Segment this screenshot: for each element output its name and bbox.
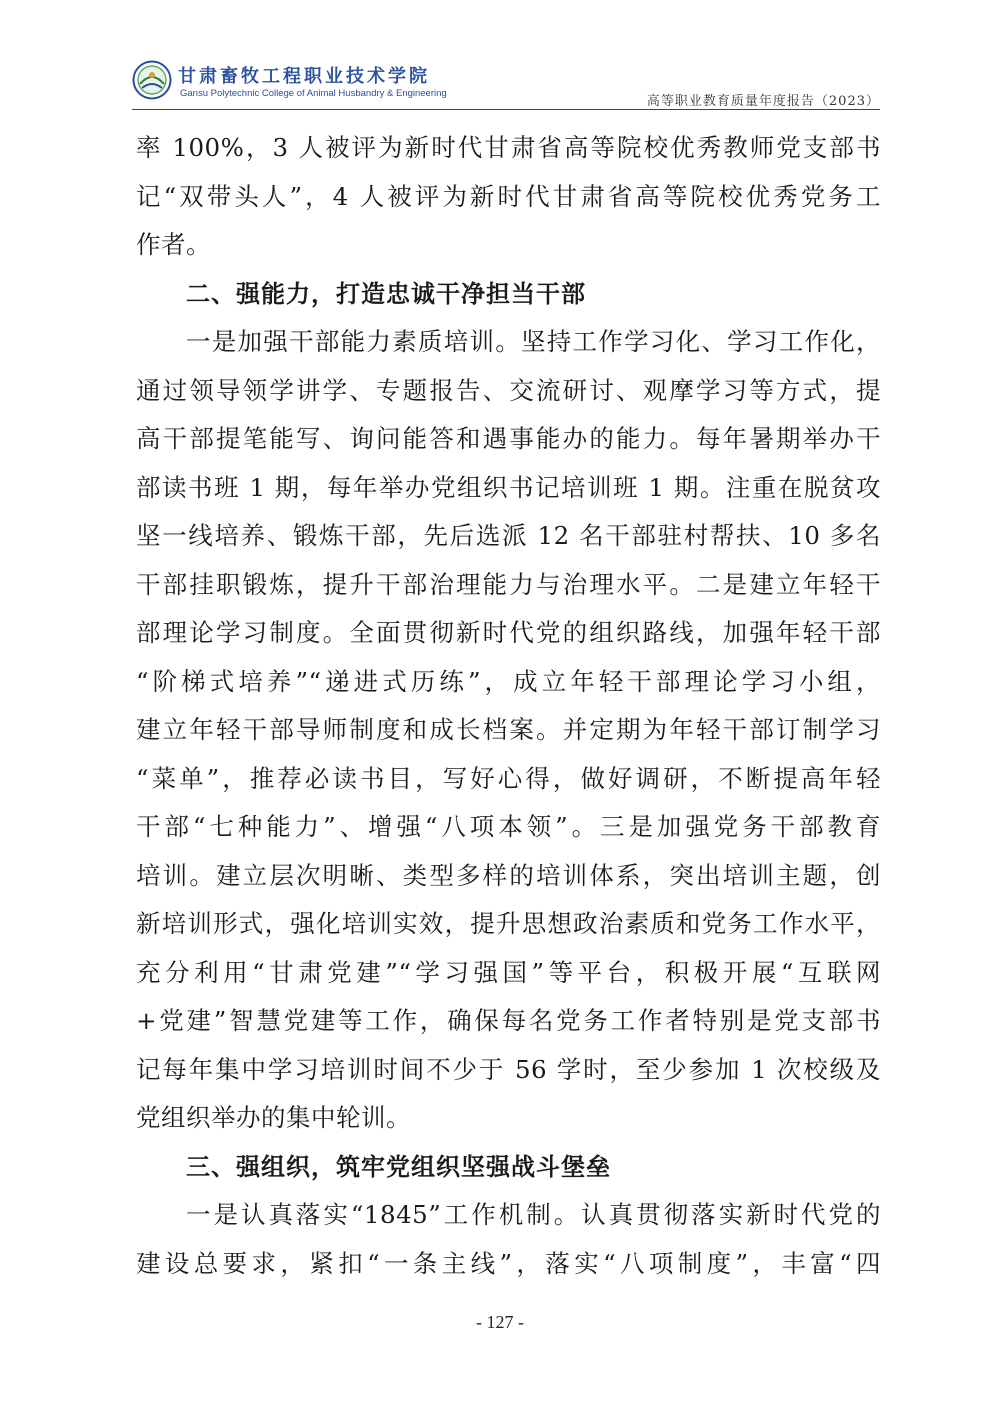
school-name-en: Gansu Polytechnic College of Animal Husbandry & Engineering <box>180 88 447 99</box>
section-heading: 二、强能力，打造忠诚干净担当干部 <box>186 279 586 308</box>
text-line: 作者。 <box>136 230 211 259</box>
text-line: 记“双带头人”，4 人被评为新时代甘肃省高等院校优秀党务工 <box>136 181 881 211</box>
school-name-cn: 甘肃畜牧工程职业技术学院 <box>178 66 430 87</box>
text-line: “阶梯式培养”“递进式历练”，成立年轻干部理论学习小组， <box>136 666 881 696</box>
text-line: 建设总要求，紧扣“一条主线”，落实“八项制度”，丰富“四 <box>136 1248 881 1278</box>
text-line: 部理论学习制度。全面贯彻新时代党的组织路线，加强年轻干部 <box>136 618 881 647</box>
text-line: 新培训形式，强化培训实效，提升思想政治素质和党务工作水平， <box>136 909 881 938</box>
header-divider <box>132 109 880 110</box>
text-line: 干部挂职锻炼，提升干部治理能力与治理水平。二是建立年轻干 <box>136 569 881 599</box>
text-line: 建立年轻干部导师制度和成长档案。并定期为年轻干部订制学习 <box>136 715 881 744</box>
text-line: 通过领导领学讲学、专题报告、交流研讨、观摩学习等方式，提 <box>136 375 881 405</box>
text-line: 一是认真落实“1845”工作机制。认真贯彻落实新时代党的 <box>186 1200 881 1229</box>
text-line: 部读书班 1 期，每年举办党组织书记培训班 1 期。注重在脱贫攻 <box>136 472 881 502</box>
school-emblem-icon <box>132 60 172 100</box>
text-line: 充分利用“甘肃党建”“学习强国”等平台，积极开展“互联网 <box>136 957 881 987</box>
text-line: 记每年集中学习培训时间不少于 56 学时，至少参加 1 次校级及 <box>136 1054 881 1084</box>
document-body <box>136 124 881 1288</box>
text-line: 率 100%，3 人被评为新时代甘肃省高等院校优秀教师党支部书 <box>136 133 881 162</box>
text-line: “菜单”，推荐必读书目，写好心得，做好调研，不断提高年轻 <box>136 763 881 793</box>
section-heading: 三、强组织，筑牢党组织坚强战斗堡垒 <box>186 1152 611 1181</box>
text-line: 高干部提笔能写、询问能答和遇事能办的能力。每年暑期举办干 <box>136 424 881 453</box>
text-line: 干部“七种能力”、增强“八项本领”。三是加强党务干部教育 <box>136 812 881 841</box>
page-header <box>132 58 880 110</box>
text-line: 培训。建立层次明晰、类型多样的培训体系，突出培训主题，创 <box>136 860 881 890</box>
text-line: 一是加强干部能力素质培训。坚持工作学习化、学习工作化， <box>186 327 881 356</box>
text-line: 党组织举办的集中轮训。 <box>136 1103 411 1132</box>
report-title: 高等职业教育质量年度报告（2023） <box>646 94 880 109</box>
page-number: - 127 - <box>476 1312 524 1332</box>
text-line: 坚一线培养、锻炼干部，先后选派 12 名干部驻村帮扶、10 多名 <box>136 521 881 550</box>
text-line: +党建”智慧党建等工作，确保每名党务工作者特别是党支部书 <box>136 1006 881 1035</box>
